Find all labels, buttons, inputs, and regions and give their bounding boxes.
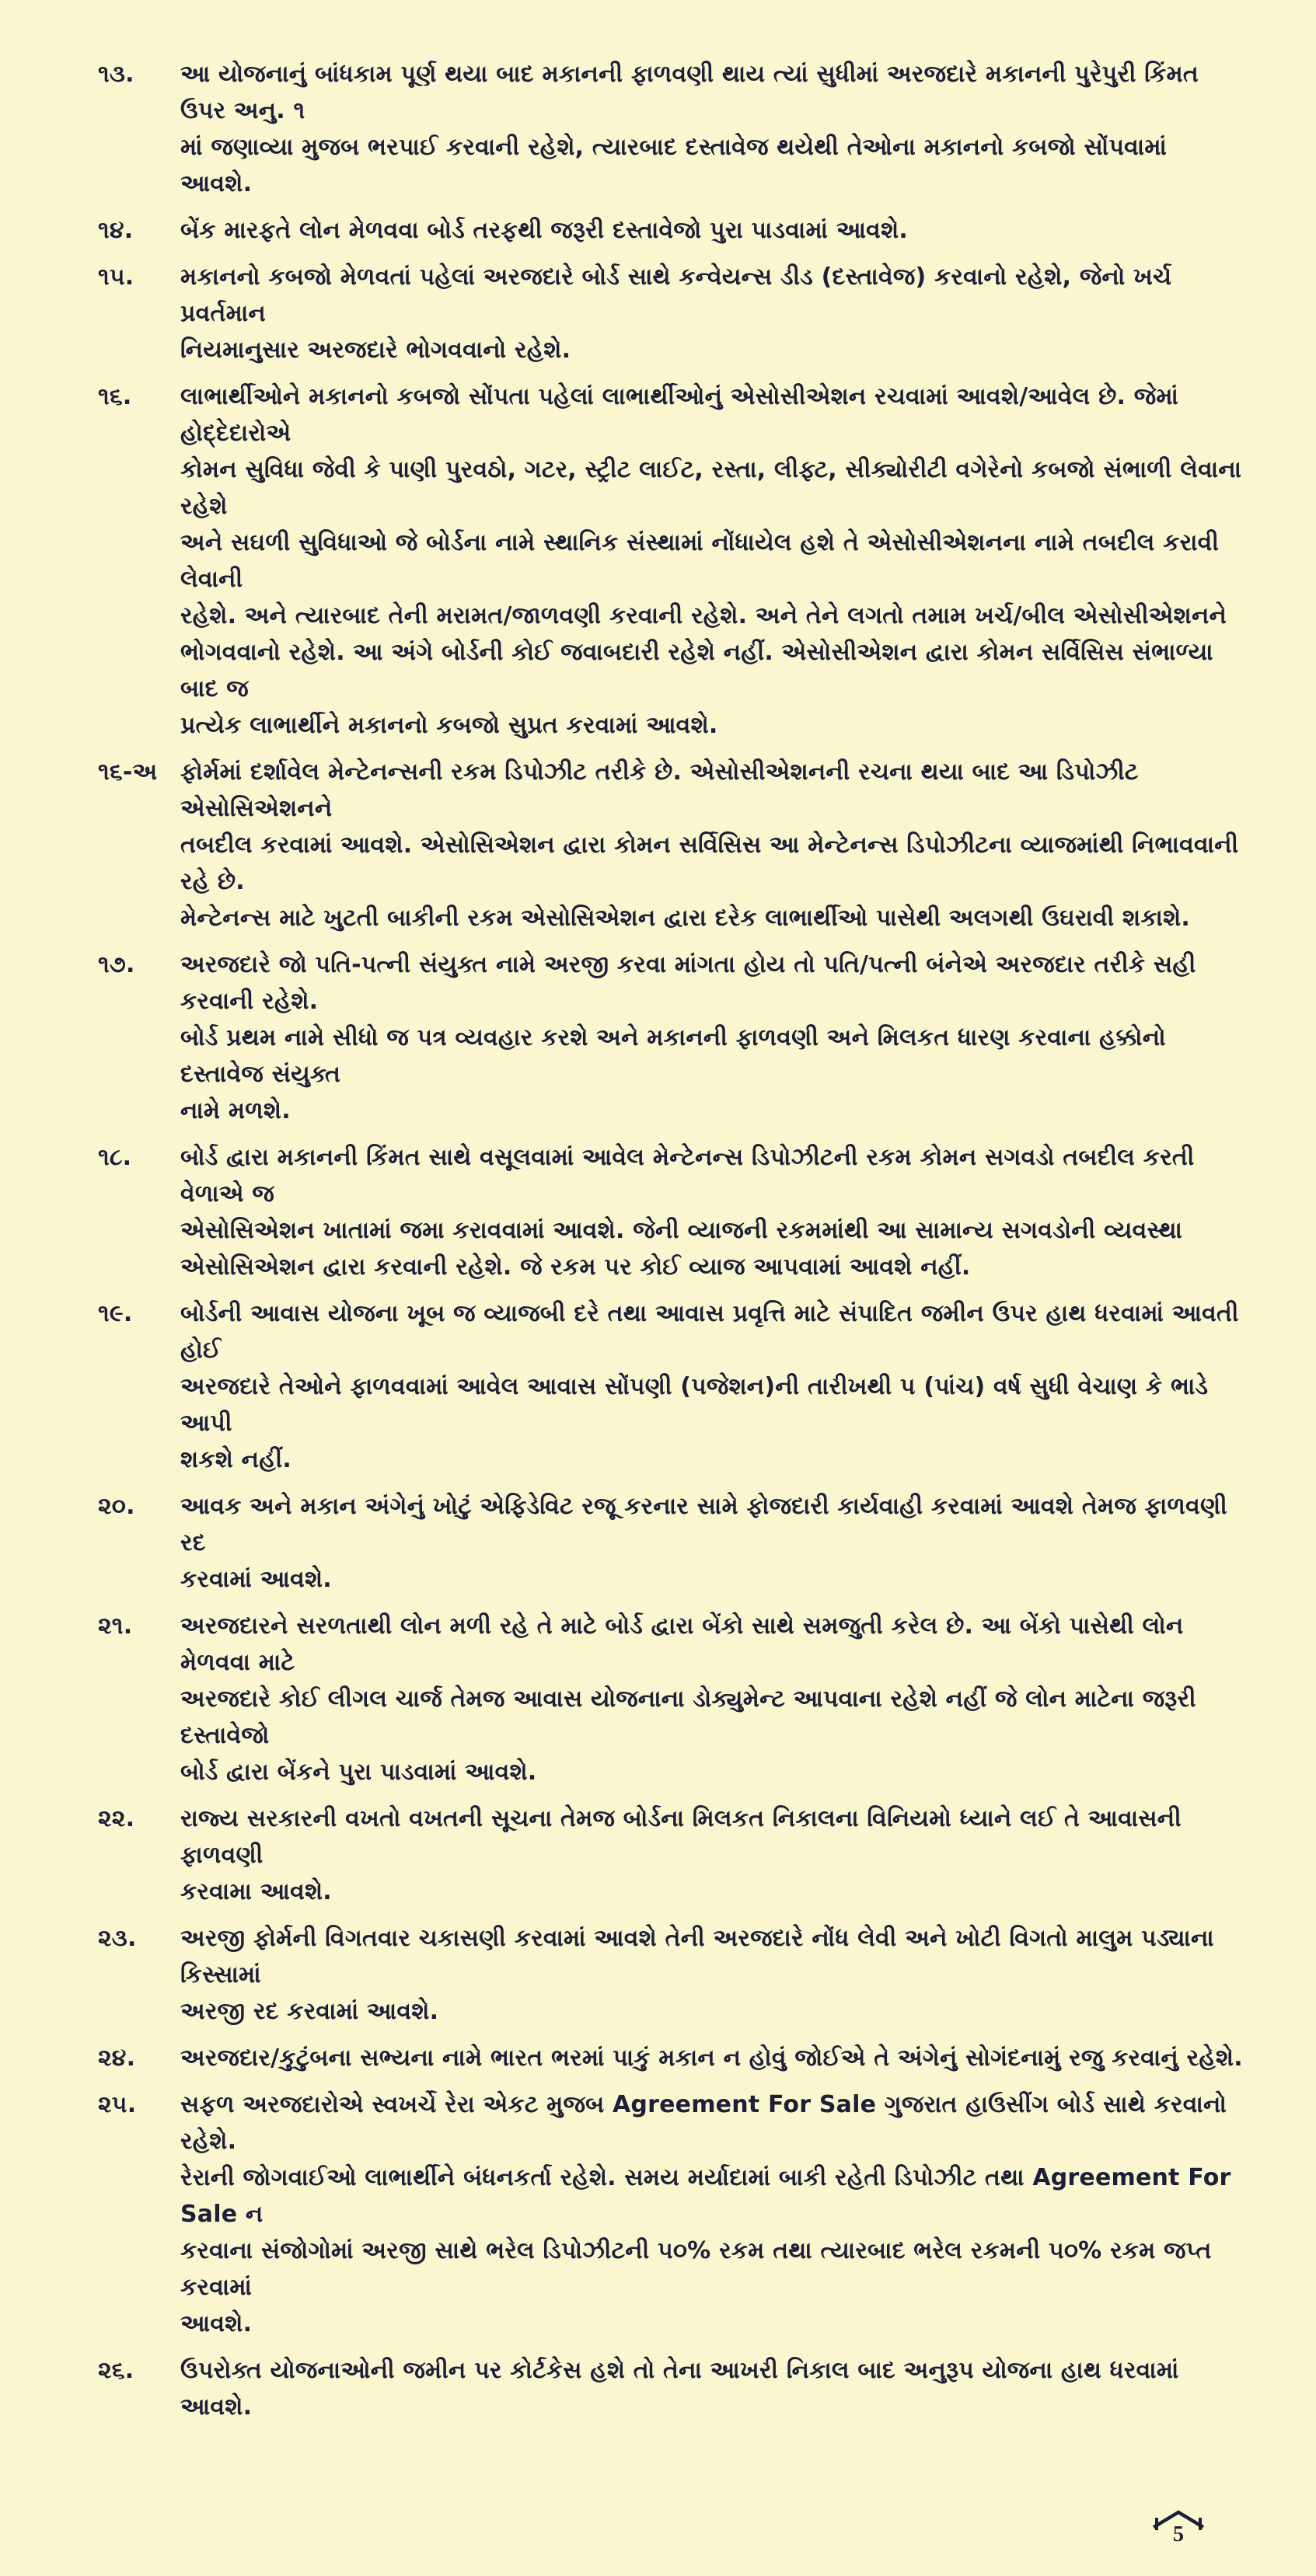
list-item [98,1800,1246,1910]
item-line: રહેશે. અને ત્યારબાદ તેની મરામત/જાળવણી કરવાની રહેશે. અને તેને લગતો તમામ ખર્ચ/બીલ એસોસીએશનને [180,602,1227,629]
list-item [98,946,1246,1129]
item-text [180,56,1246,202]
item-text [180,946,1246,1129]
list-item [98,212,1246,249]
list-item [98,1608,1246,1790]
item-number: ૨૬. [98,2357,134,2384]
item-line: મેન્ટેનન્સ માટે ખુટતી બાકીની રકમ એસોસિએશન દ્વારા દરેક લાભાર્થીઓ પાસેથી અલગથી ઉઘરાવી શકાશે. [180,905,1191,932]
item-line: મકાનનો કબજો મેળવતાં પહેલાં અરજદારે બોર્ડ સાથે કન્વેયન્સ ડીડ (દસ્તાવેજ) કરવાનો રહેશે, જેનો ખર્ચ પ્રવર્તમાન [180,263,1172,327]
item-text [180,2352,1246,2425]
item-line: એસોસિએશન દ્વારા કરવાની રહેશે. જે રકમ પર કોઈ વ્યાજ આપવામાં આવશે નહીં. [180,1253,971,1281]
item-number: ૨૩. [98,1925,137,1952]
item-text [180,2086,1246,2342]
list-item [98,378,1246,744]
item-line: કરવાના સંજોગોમાં અરજી સાથે ભરેલ ડિપોઝીટની ૫૦% રકમ તથા ત્યારબાદ ભરેલ રકમની ૫૦% રકમ જપ્ત કરવામાં [180,2237,1212,2301]
item-number: ૧૮. [98,1144,132,1171]
item-line: બોર્ડની આવાસ યોજના ખૂબ જ વ્યાજબી દરે તથા આવાસ પ્રવૃત્તિ માટે સંપાદિત જમીન ઉપર હાથ ધરવામાં આવતી હોઈ [180,1300,1239,1364]
item-number: ૧૫. [98,263,134,291]
item-line: અરજદારને સરળતાથી લોન મળી રહે તે માટે બોર્ડ દ્વારા બેંકો સાથે સમજુતી કરેલ છે. આ બેંકો પાસેથી લોન મેળવવા માટે [180,1612,1184,1676]
item-line: રેરાની જોગવાઈઓ લાભાર્થીને બંધનકર્તા રહેશે. સમય મર્યાદામાં બાકી રહેતી ડિપોઝીટ તથા Agreement For Sale ન [180,2164,1231,2228]
list-item [98,259,1246,368]
item-text [180,1295,1246,1478]
item-line: કોમન સુવિધા જેવી કે પાણી પુરવઠો, ગટર, સ્ટ્રીટ લાઈટ, રસ્તા, લીફ્ટ, સીક્યોરીટી વગેરેનો કબજો સંભાળી લેવાના રહેશે [180,456,1242,520]
item-number: ૨૫. [98,2091,137,2118]
item-text [180,212,1246,249]
item-line: અરજદારે તેઓને ફાળવવામાં આવેલ આવાસ સોંપણી (પજેશન)ની તારીખથી પ (પાંચ) વર્ષ સુધી વેચાણ કે ભાડે આપી [180,1373,1209,1437]
item-line: શકશે નહીં. [180,1446,291,1473]
item-line: અને સઘળી સુવિધાઓ જે બોર્ડના નામે સ્થાનિક સંસ્થામાં નોંધાયેલ હશે તે એસોસીએશનના નામે તબદીલ કરાવી લેવાની [180,529,1220,593]
item-number: ૨૪. [98,2044,136,2072]
list-item [98,1139,1246,1285]
item-number: ૧૬-અ [98,758,158,786]
item-line: બોર્ડ દ્વારા બેંકને પુરા પાડવામાં આવશે. [180,1759,537,1786]
item-line: તબદીલ કરવામાં આવશે. એસોસિએશન દ્વારા કોમન સર્વિસિસ આ મેન્ટેનન્સ ડિપોઝીટના વ્યાજમાંથી નિભાવવાની રહે છે. [180,831,1239,895]
item-line: રાજ્ય સરકારની વખતો વખતની સૂચના તેમજ બોર્ડના મિલકત નિકાલના વિનિયમો ધ્યાને લઈ તે આવાસની ફાળવણી [180,1805,1182,1869]
item-line: અરજી રદ કરવામાં આવશે. [180,1998,439,2025]
item-text [180,259,1246,368]
item-line: અરજી ફોર્મની વિગતવાર ચકાસણી કરવામાં આવશે તેની અરજદારે નોંધ લેવી અને ખોટી વિગતો માલુમ પડ્યાના કિસ્સામાં [180,1925,1214,1989]
item-number: ૧૬. [98,383,132,410]
item-line: સફળ અરજદારોએ સ્વખર્ચે રેરા એકટ મુજબ Agreement For Sale ગુજરાત હાઉસીંગ બોર્ડ સાથે કરવાનો રહેશે. [180,2091,1227,2155]
item-text [180,2040,1246,2076]
item-text [180,1920,1246,2030]
item-text [180,1139,1246,1285]
item-line: એસોસિએશન ખાતામાં જમા કરાવવામાં આવશે. જેની વ્યાજની રકમમાંથી આ સામાન્ય સગવડોની વ્યવસ્થા [180,1217,1183,1244]
item-line: કરવામા આવશે. [180,1878,332,1905]
list-item [98,1920,1246,2030]
item-number: ૧૭. [98,951,135,978]
item-line: ઉપરોક્ત યોજનાઓની જમીન પર કોર્ટકેસ હશે તો તેના આખરી નિકાલ બાદ અનુરૂપ યોજના હાથ ધરવામાં આવશે. [180,2357,1179,2421]
item-line: આવશે. [180,2310,253,2337]
list-item [98,56,1246,202]
item-number: ૨૧. [98,1612,133,1640]
item-text [180,1608,1246,1790]
page-number: 5 [1173,2522,1184,2545]
item-text [180,1800,1246,1910]
item-text [180,378,1246,744]
item-line: બોર્ડ પ્રથમ નામે સીધો જ પત્ર વ્યવહાર કરશે અને મકાનની ફાળવણી અને મિલકત ધારણ કરવાના હક્કોનો દસ્તાવેજ સંયુક્ત [180,1024,1166,1088]
item-line: અરજદારે કોઈ લીગલ ચાર્જ તેમજ આવાસ યોજનાના ડોક્યુમેન્ટ આપવાના રહેશે નહીં જે લોન માટેના જરૂરી દસ્તાવેજો [180,1685,1196,1749]
item-number: ૧૪. [98,217,134,244]
item-number: ૧૩. [98,61,134,88]
list-item [98,2040,1246,2076]
page-footer [98,2503,1246,2545]
item-line: આવક અને મકાન અંગેનું ખોટું એફિડેવિટ રજૂ કરનાર સામે ફોજદારી કાર્યવાહી કરવામાં આવશે તેમજ ફાળવણી રદ [180,1493,1227,1556]
list-item [98,2352,1246,2425]
item-line: ભોગવવાનો રહેશે. આ અંગે બોર્ડની કોઈ જવાબદારી રહેશે નહીં. એસોસીએશન દ્વારા કોમન સર્વિસિસ સંભાળ્યા બાદ જ [180,639,1213,702]
item-number: ૨૦. [98,1493,135,1520]
item-line: નામે મળશે. [180,1097,291,1124]
item-text [180,754,1246,936]
list-item [98,2086,1246,2342]
item-line: અરજદારે જો પતિ-પત્ની સંયુક્ત નામે અરજી કરવા માંગતા હોય તો પતિ/પત્ની બંનેએ અરજદાર તરીકે સહી કરવાની રહેશે. [180,951,1196,1015]
page-number-ornament [1148,2503,1209,2545]
item-line: ફોર્મમાં દર્શાવેલ મેન્ટેનન્સની રકમ ડિપોઝીટ તરીકે છે. એસોસીએશનની રચના થયા બાદ આ ડિપોઝીટ એસોસિએશનને [180,758,1139,822]
list-item [98,754,1246,936]
item-number: ૨૨. [98,1805,135,1832]
item-line: બોર્ડ દ્વારા મકાનની કિંમત સાથે વસૂલવામાં આવેલ મેન્ટેનન્સ ડિપોઝીટની રકમ કોમન સગવડો તબદીલ કરતી વેળાએ જ [180,1144,1195,1208]
item-line: નિયમાનુસાર અરજદારે ભોગવવાનો રહેશે. [180,336,571,364]
list-item [98,1295,1246,1478]
item-line: બેંક મારફતે લોન મેળવવા બોર્ડ તરફથી જરૂરી દસ્તાવેજો પુરા પાડવામાં આવશે. [180,217,908,244]
item-number: ૧૯. [98,1300,133,1327]
item-line: માં જણાવ્યા મુજબ ભરપાઈ કરવાની રહેશે, ત્યારબાદ દસ્તાવેજ થયેથી તેઓના મકાનનો કબજો સોંપવામાં આવશે. [180,134,1168,197]
item-line: અરજદાર/કુટુંબના સભ્યના નામે ભારત ભરમાં પાકું મકાન ન હોવું જોઈએ તે અંગેનું સોગંદનામું રજુ કરવાનું રહેશે. [180,2044,1243,2072]
terms-list [98,56,1246,2425]
item-line: આ યોજનાનું બાંધકામ પૂર્ણ થયા બાદ મકાનની ફાળવણી થાય ત્યાં સુધીમાં અરજદારે મકાનની પુરેપુરી કિંમત ઉપર અનુ. ૧ [180,61,1199,124]
item-line: કરવામાં આવશે. [180,1566,332,1593]
list-item [98,1488,1246,1598]
item-line: પ્રત્યેક લાભાર્થીને મકાનનો કબજો સુપ્રત કરવામાં આવશે. [180,712,718,739]
item-line: લાભાર્થીઓને મકાનનો કબજો સોંપતા પહેલાં લાભાર્થીઓનું એસોસીએશન રચવામાં આવશે/આવેલ છે. જેમાં હોદ્દેદારોએ [180,383,1179,447]
item-text [180,1488,1246,1598]
